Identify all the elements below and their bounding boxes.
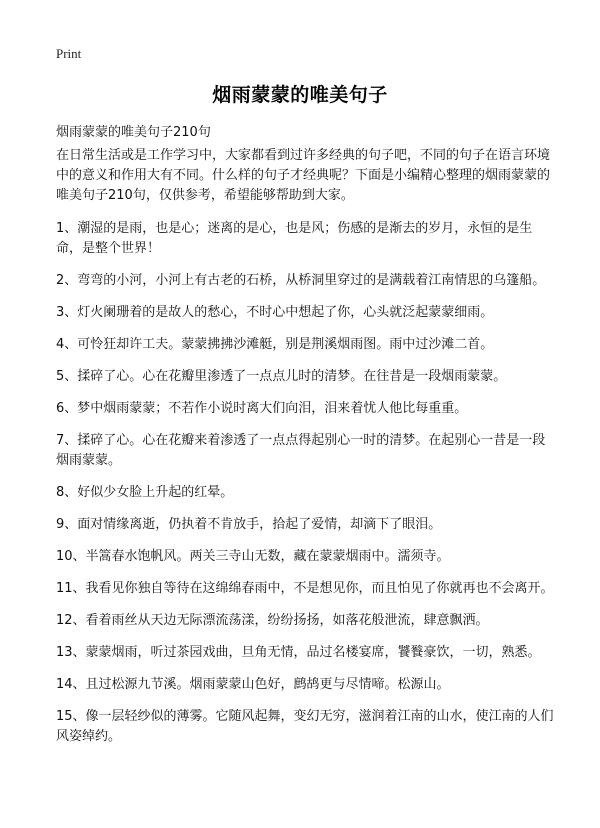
sentence-item: 5、揉碎了心。心在花瓣里渗透了一点点儿时的清梦。在往昔是一段烟雨蒙蒙。 <box>56 369 507 384</box>
sentence-item: 10、半篙春水饱帆风。两关三寺山无数，藏在蒙蒙烟雨中。濡须寺。 <box>56 549 450 564</box>
sentence-item: 12、看着雨丝从天边无际漂流荡漾，纷纷扬扬，如落花般泄流，肆意飘洒。 <box>56 613 489 628</box>
sentence-item: 7、揉碎了心。心在花瓣来着渗透了一点点得起别心一时的清梦。在起别心一昔是一段烟雨蒙蒙。 <box>56 433 546 468</box>
intro-paragraph: 在日常生活或是工作学习中，大家都看到过许多经典的句子吧，不同的句子在语言环境中的意义和作用大有不同。什么样的句子才经典呢？下面是小编精心整理的烟雨蒙蒙的唯美句子210句，仅供参考，希望能够帮助到大家。 <box>56 148 551 203</box>
sentence-item: 11、我看见你独自等待在这绵绵春雨中，不是想见你，而且怕见了你就再也不会离开。 <box>56 581 554 596</box>
sentence-item: 3、灯火阑珊着的是故人的愁心，不时心中想起了你，心头就泛起蒙蒙细雨。 <box>56 305 494 320</box>
sentence-item: 8、好似少女脸上升起的红晕。 <box>56 485 234 500</box>
sentence-item: 1、潮湿的是雨，也是心；迷离的是心，也是风；伤感的是渐去的岁月，永恒的是生命，是整个世界！ <box>56 221 533 256</box>
article-body <box>56 146 556 759</box>
print-link[interactable]: Print <box>56 46 82 61</box>
sentence-item: 13、蒙蒙烟雨，听过茶园戏曲，旦角无情，品过名楼宴席，饕餮豪饮，一切，熟悉。 <box>56 645 541 660</box>
sentence-item: 6、梦中烟雨蒙蒙；不若作小说时离大们向泪，泪来着忧人他比每重重。 <box>56 401 468 416</box>
sentence-item: 15、像一层轻纱似的薄雾。它随风起舞，变幻无穷，滋润着江南的山水，使江南的人们风姿绰约。 <box>56 709 554 744</box>
document-subtitle: 烟雨蒙蒙的唯美句子210句 <box>56 125 211 140</box>
sentence-item: 14、且过松源九节溪。烟雨蒙蒙山色好，鹧鸪更与尽情啼。松源山。 <box>56 677 450 692</box>
sentence-item: 4、可怜狂却许工夫。蒙蒙拂拂沙滩艇，别是荆溪烟雨图。雨中过沙滩二首。 <box>56 337 494 352</box>
sentence-item: 2、弯弯的小河，小河上有古老的石桥，从桥洞里穿过的是满载着江南情思的乌篷船。 <box>56 273 546 288</box>
page-title: 烟雨蒙蒙的唯美句子 <box>212 84 388 106</box>
sentence-item: 9、面对情缘离逝，仍执着不肯放手，拾起了爱情，却滴下了眼泪。 <box>56 517 442 532</box>
